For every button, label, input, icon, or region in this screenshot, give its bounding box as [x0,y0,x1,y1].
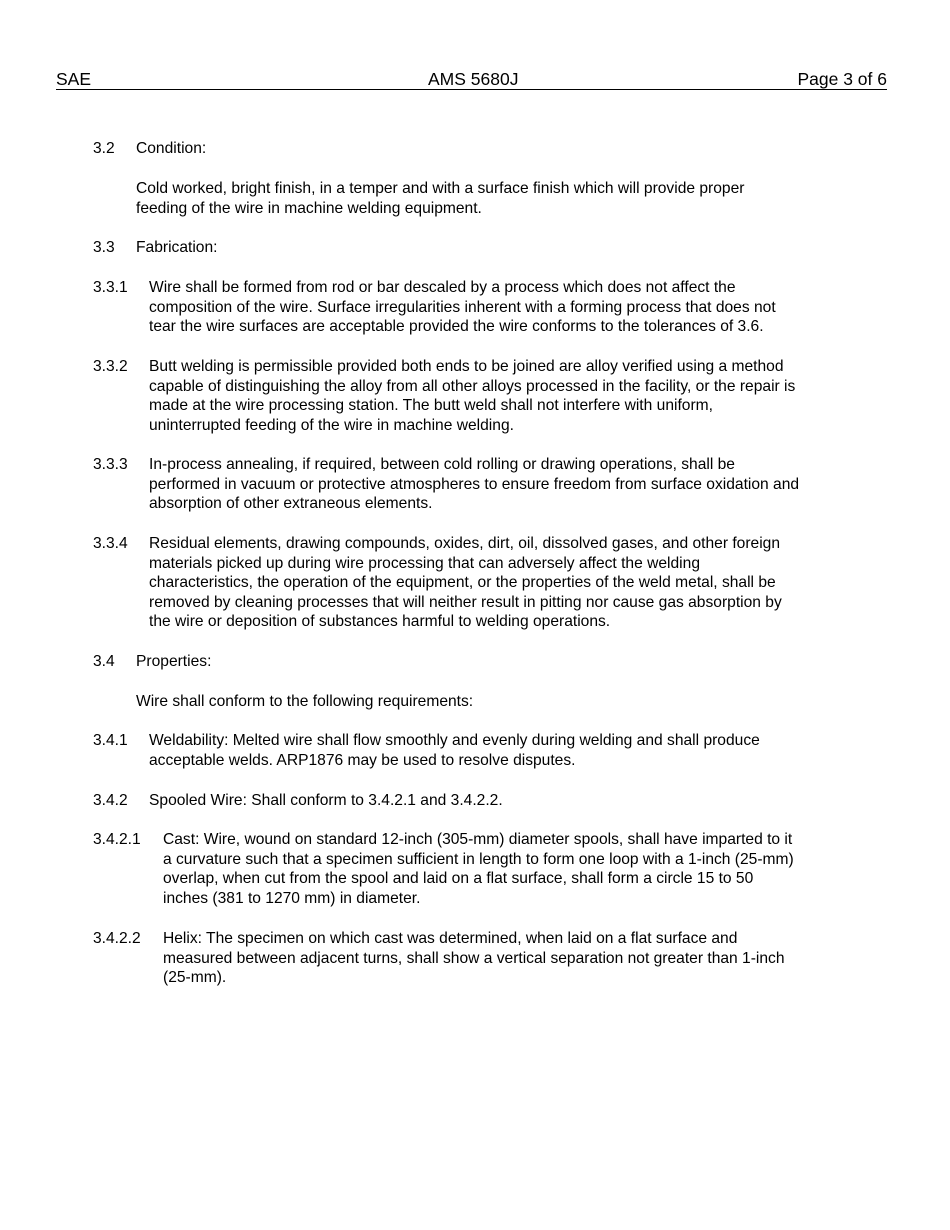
section-line: Fabrication: [136,239,218,256]
section-line: Butt welding is permissible provided both ends to be joined are alloy verified using a method [149,358,784,375]
section-line: Wire shall conform to the following requirements: [136,693,474,710]
section-number: 3.3.4 [93,535,128,552]
section-line: the wire or deposition of substances harmful to welding operations. [149,613,611,631]
section-body [136,692,473,712]
header-doc-id: AMS 5680J [428,69,519,89]
header-org: SAE [56,69,92,89]
section-line: capable of distinguishing the alloy from all other alloys processed in the facility, or the repair is [149,377,796,395]
section-line: (25-mm). [163,969,227,987]
section-number: 3.4 [93,653,115,670]
section-line: In-process annealing, if required, between cold rolling or drawing operations, shall be [149,456,735,473]
header-page-number: Page 3 of 6 [797,69,887,89]
section-line: Weldability: Melted wire shall flow smoothly and evenly during welding and shall produce [149,732,760,749]
section-number: 3.4.2.2 [93,930,141,947]
section-number: 3.4.2.1 [93,831,141,848]
section-body [149,731,760,770]
section-line: removed by cleaning processes that will neither result in pitting nor cause gas absorption by [149,593,782,611]
section-line: Wire shall be formed from rod or bar descaled by a process which does not affect the [149,279,736,296]
section-heading [136,652,211,672]
section-line: Condition: [136,140,207,157]
section-number: 3.2 [93,140,115,157]
section-line: Helix: The specimen on which cast was determined, when laid on a flat surface and [163,930,738,947]
section-body [149,534,782,632]
section-number: 3.3.1 [93,279,128,296]
section-body [149,278,776,337]
section-line: made at the wire processing station. The butt weld shall not interfere with uniform, [149,397,713,415]
section-number: 3.4.2 [93,792,128,809]
section-line: feeding of the wire in machine welding equipment. [136,199,482,217]
section-line: composition of the wire. Surface irregularities inherent with a forming process that does not [149,298,776,316]
section-body [163,830,794,908]
section-line: uninterrupted feeding of the wire in machine welding. [149,416,514,434]
section-body [163,929,785,988]
section-line: performed in vacuum or protective atmospheres to ensure freedom from surface oxidation and [149,475,800,493]
page-header [56,69,887,90]
section-line: Spooled Wire: Shall conform to 3.4.2.1 and 3.4.2.2. [149,792,503,809]
section-line: materials picked up during wire processing that can adversely affect the welding [149,554,700,572]
section-line: Properties: [136,653,212,670]
section-line: overlap, when cut from the spool and laid on a flat surface, shall form a circle 15 to 50 [163,870,754,888]
section-line: tear the wire surfaces are acceptable provided the wire conforms to the tolerances of 3.6. [149,318,764,336]
section-body [149,791,503,811]
section-line: Residual elements, drawing compounds, oxides, dirt, oil, dissolved gases, and other foreign [149,535,781,552]
section-body [149,357,795,435]
section-number: 3.3 [93,239,115,256]
section-line: Cold worked, bright finish, in a temper and with a surface finish which will provide proper [136,180,745,197]
section-number: 3.4.1 [93,732,128,749]
section-number: 3.3.2 [93,358,128,375]
section-line: acceptable welds. ARP1876 may be used to resolve disputes. [149,751,576,769]
section-line: absorption of other extraneous elements. [149,495,433,513]
section-heading [136,139,206,159]
section-body [149,455,799,514]
section-heading [136,238,217,258]
section-line: characteristics, the operation of the equipment, or the properties of the weld metal, shall be [149,574,776,592]
section-number: 3.3.3 [93,456,128,473]
section-line: a curvature such that a specimen sufficient in length to form one loop with a 1-inch (25-mm) [163,850,794,868]
section-line: inches (381 to 1270 mm) in diameter. [163,889,421,907]
section-line: measured between adjacent turns, shall show a vertical separation not greater than 1-inch [163,949,785,967]
section-line: Cast: Wire, wound on standard 12-inch (305-mm) diameter spools, shall have imparted to it [163,831,793,848]
section-body [136,179,744,218]
